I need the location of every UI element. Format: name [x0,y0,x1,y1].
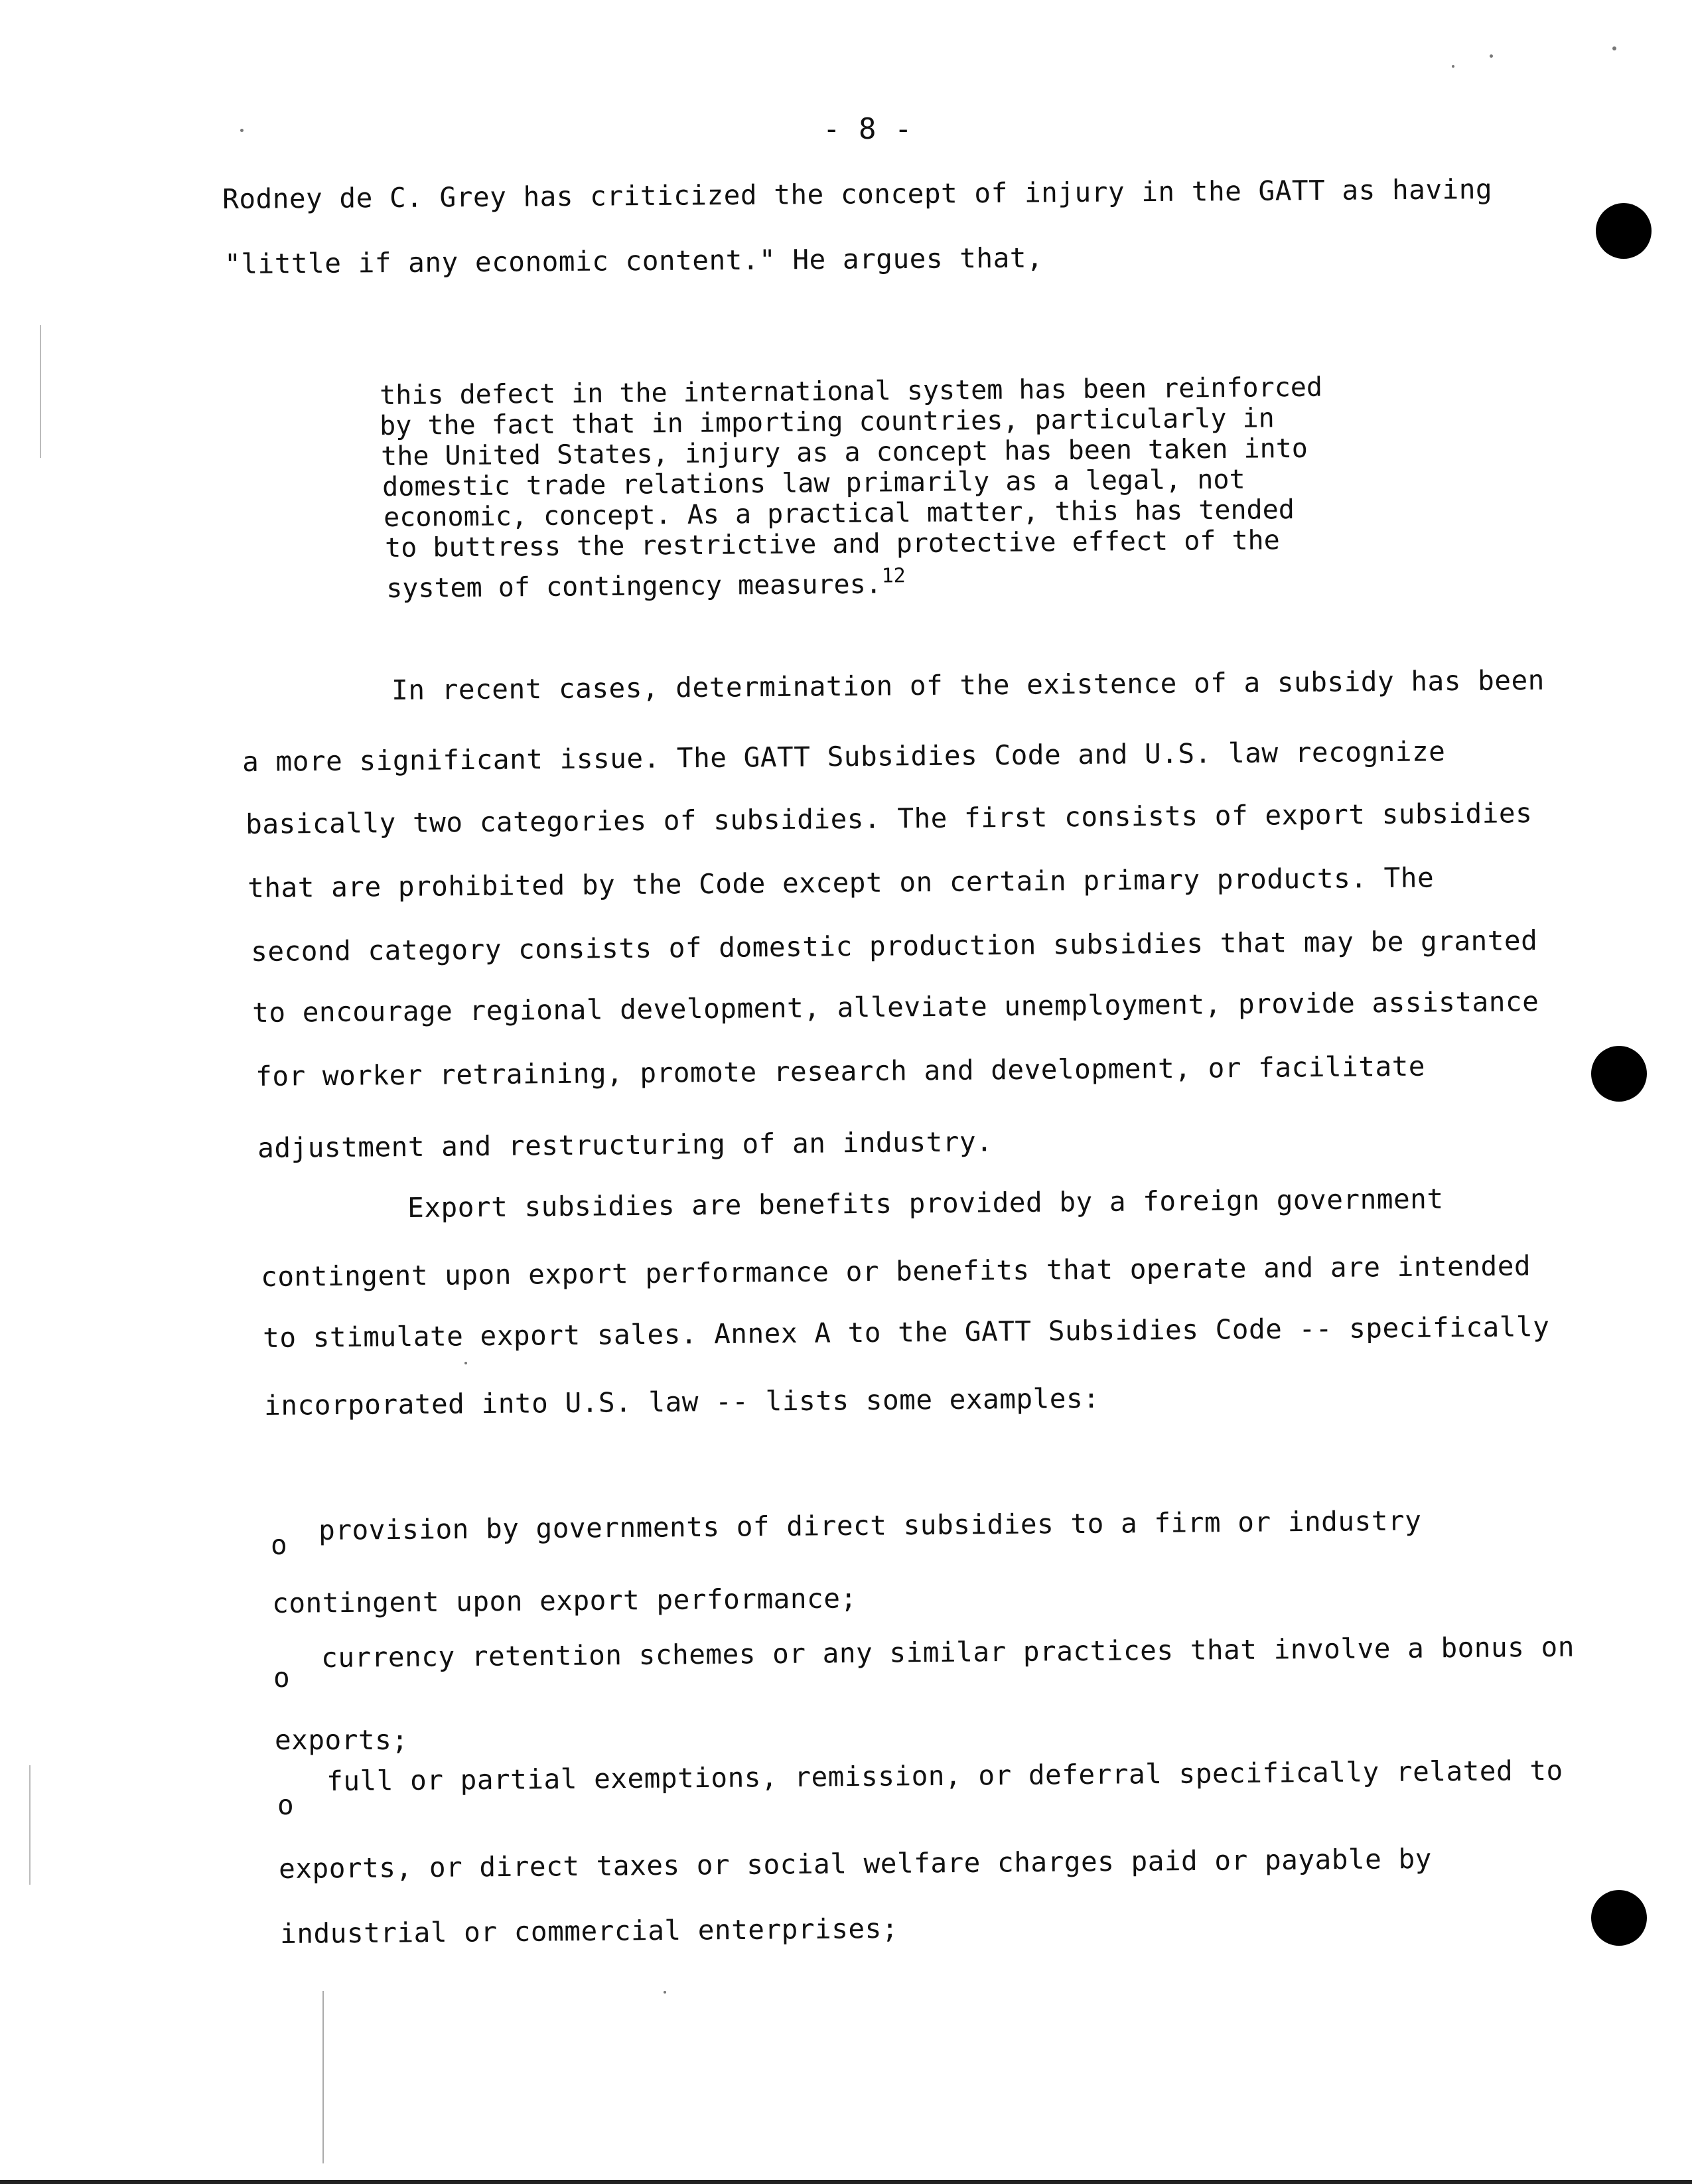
scan-mark [29,1765,31,1885]
export-line-4: incorporated into U.S. law -- lists some examples: [263,1382,1100,1421]
quote-line-7-text: system of contingency measures. [386,569,882,604]
item-3-line-3: industrial or commercial enterprises; [279,1912,899,1950]
export-line-3: to stimulate export sales. Annex A to the GATT Subsidies Code -- specifically [262,1311,1550,1354]
subsidy-line-6: to encourage regional development, alleviate unemployment, provide assistance [251,985,1539,1029]
scan-speck [240,129,244,132]
intro-line-2: "little if any economic content." He argues that, [224,242,1044,280]
quote-line-5: economic, concept. As a practical matter, this has tended [383,494,1295,533]
subsidy-line-3: basically two categories of subsidies. The first consists of export subsidies [245,797,1533,840]
footnote-marker: 12 [881,564,906,588]
scan-speck [1490,54,1493,58]
list-bullet: o [277,1789,295,1821]
subsidy-line-7: for worker retraining, promote research and development, or facilitate [255,1050,1426,1092]
export-line-2: contingent upon export performance or benefits that operate and are intended [260,1250,1531,1293]
subsidy-line-5: second category consists of domestic production subsidies that may be granted [250,924,1538,968]
scan-speck [464,1362,467,1364]
scan-border [0,2180,1692,2184]
scan-speck [1452,65,1454,68]
page-number: - 8 - [823,112,912,146]
intro-line-1: Rodney de C. Grey has criticized the concept of injury in the GATT as having [222,173,1493,215]
quote-line-3: the United States, injury as a concept has been taken into [380,433,1308,472]
scan-mark [322,1991,324,2163]
item-2-line-2: exports; [275,1724,409,1756]
item-3-line-2: exports, or direct taxes or social welfare charges paid or payable by [278,1842,1433,1885]
list-bullet: o [273,1662,291,1694]
punch-hole-bottom [1591,1890,1647,1946]
quote-line-6: to buttress the restrictive and protective effect of the [384,525,1280,563]
subsidy-line-1: In recent cases, determination of the existence of a subsidy has been [391,664,1545,706]
scan-speck [664,1991,666,1994]
quote-line-4: domestic trade relations law primarily as a legal, not [382,464,1245,502]
subsidy-line-8: adjustment and restructuring of an industry. [257,1126,993,1164]
export-line-1: Export subsidies are benefits provided by a foreign government [407,1183,1444,1224]
item-3-line-1: full or partial exemptions, remission, or deferral specifically related to [326,1754,1563,1797]
item-2-line-1: currency retention schemes or any similar practices that involve a bonus on [320,1631,1575,1674]
scan-mark [40,325,41,458]
subsidy-line-2: a more significant issue. The GATT Subsidies Code and U.S. law recognize [242,735,1446,778]
punch-hole-middle [1591,1046,1647,1102]
item-1-line-1: provision by governments of direct subsidies to a firm or industry [318,1504,1422,1546]
item-1-line-2: contingent upon export performance; [271,1582,857,1619]
list-bullet: o [271,1529,288,1561]
scan-speck [1612,46,1616,50]
quote-line-1: this defect in the international system has been reinforced [379,372,1323,411]
quote-line-7 [386,566,906,602]
punch-hole-top [1596,203,1652,259]
quote-line-2: by the fact that in importing countries, particularly in [379,403,1275,441]
subsidy-line-4: that are prohibited by the Code except on certain primary products. The [247,861,1435,904]
